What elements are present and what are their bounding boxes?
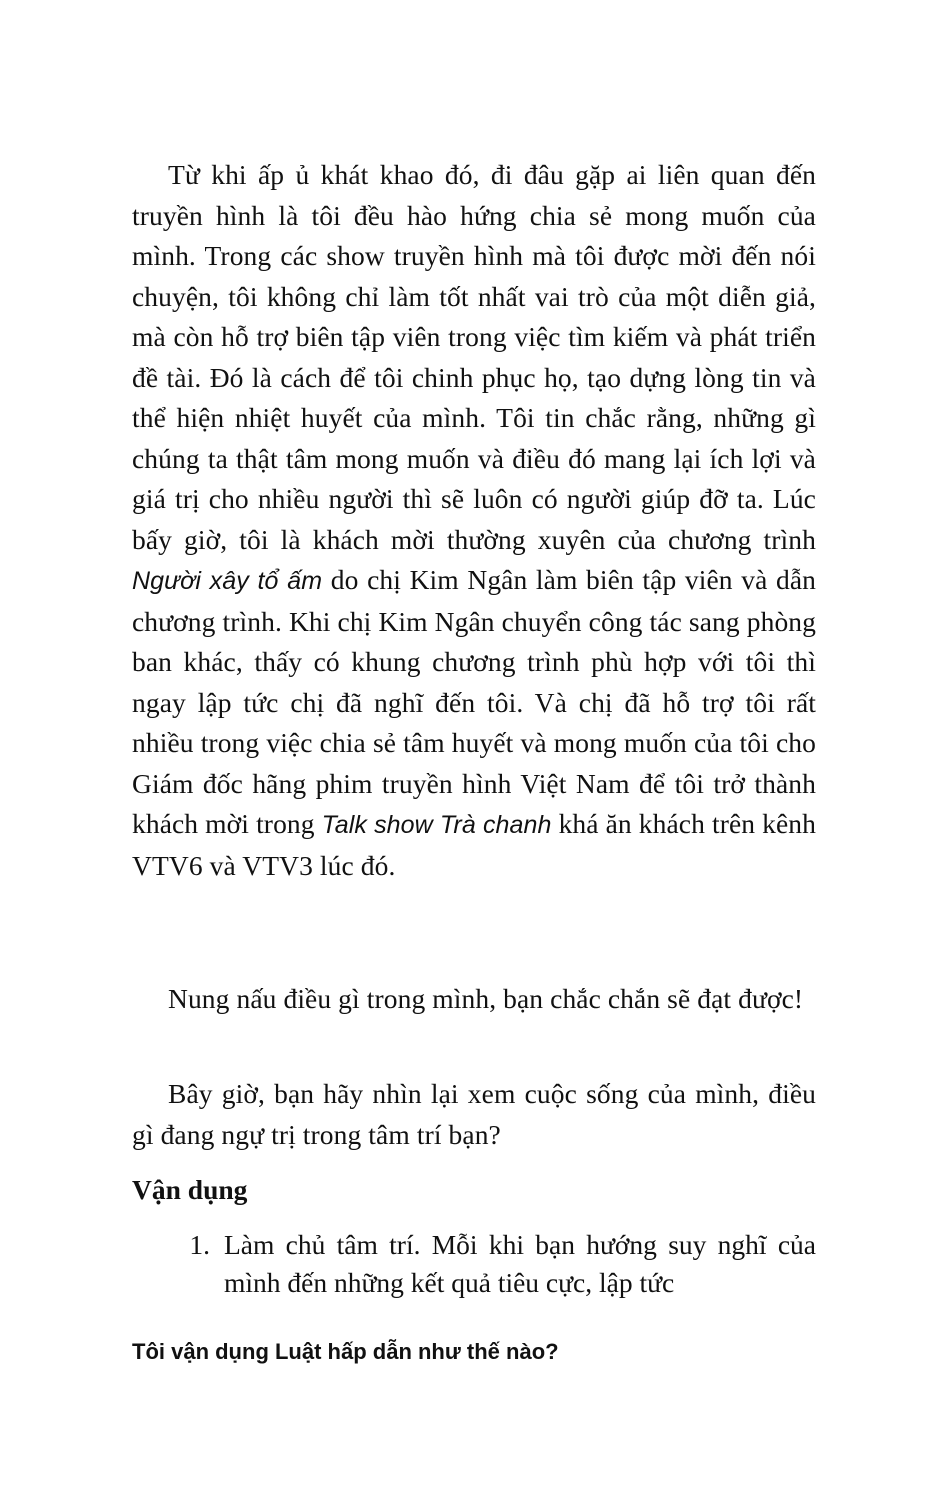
running-footer-title: Tôi vận dụng Luật hấp dẫn như thế nào? — [132, 1339, 559, 1364]
body-paragraph-3 — [132, 1074, 816, 1155]
section-heading: Vận dụng — [132, 1174, 248, 1205]
program-title-talk-show: Talk show Trà chanh — [321, 811, 552, 839]
list-item-number: 1. — [189, 1229, 210, 1260]
paragraph-segment: khá ăn khách trên kênh VTV6 và VTV3 lúc đó. — [132, 808, 816, 881]
paragraph-segment: Từ khi ấp ủ khát khao đó, đi đâu gặp ai liên quan đến truyền hình là tôi đều hào hứng chia sẻ mong muốn của mình. Trong các show truyền hình mà tôi được mời đến nói chuyện, tôi không chỉ làm tốt nhất vai trò của một diễn giả, mà còn hỗ trợ biên tập viên trong việc tìm kiếm và phát triển đề tài. Đó là cách để tôi chinh phục họ, tạo dựng lòng tin và thể hiện nhiệt huyết của mình. Tôi tin chắc rằng, những gì chúng ta thật tâm mong muốn và điều đó mang lại ích lợi và giá trị cho nhiều người thì sẽ luôn có người giúp đỡ ta. Lúc bấy giờ, tôi là khách mời thường xuyên của chương trình — [132, 159, 816, 555]
paragraph-text — [132, 155, 816, 886]
program-title-nguoi-xay-to-am: Người xây tổ ấm — [132, 567, 323, 595]
paragraph-segment: do chị Kim Ngân làm biên tập viên và dẫn chương trình. Khi chị Kim Ngân chuyển công tác sang phòng ban khác, thấy có khung chương trình phù hợp với tôi thì ngay lập tức chị đã nghĩ đến tôi. Và chị đã hỗ trợ tôi rất nhiều trong việc chia sẻ tâm huyết và mong muốn của tôi cho Giám đốc hãng phim truyền hình Việt Nam để tôi trở thành khách mời trong — [132, 564, 816, 839]
paragraph-text: Bây giờ, bạn hãy nhìn lại xem cuộc sống của mình, điều gì đang ngự trị trong tâm trí bạn? — [132, 1078, 816, 1150]
paragraph-text: Nung nấu điều gì trong mình, bạn chắc chắn sẽ đạt được! — [168, 983, 804, 1014]
body-paragraph-2 — [132, 979, 816, 1020]
list-item — [132, 1226, 816, 1302]
numbered-list — [132, 1226, 816, 1302]
list-item-text: Làm chủ tâm trí. Mỗi khi bạn hướng suy nghĩ của mình đến những kết quả tiêu cực, lập tức — [224, 1229, 816, 1298]
body-paragraph-1 — [132, 155, 816, 886]
